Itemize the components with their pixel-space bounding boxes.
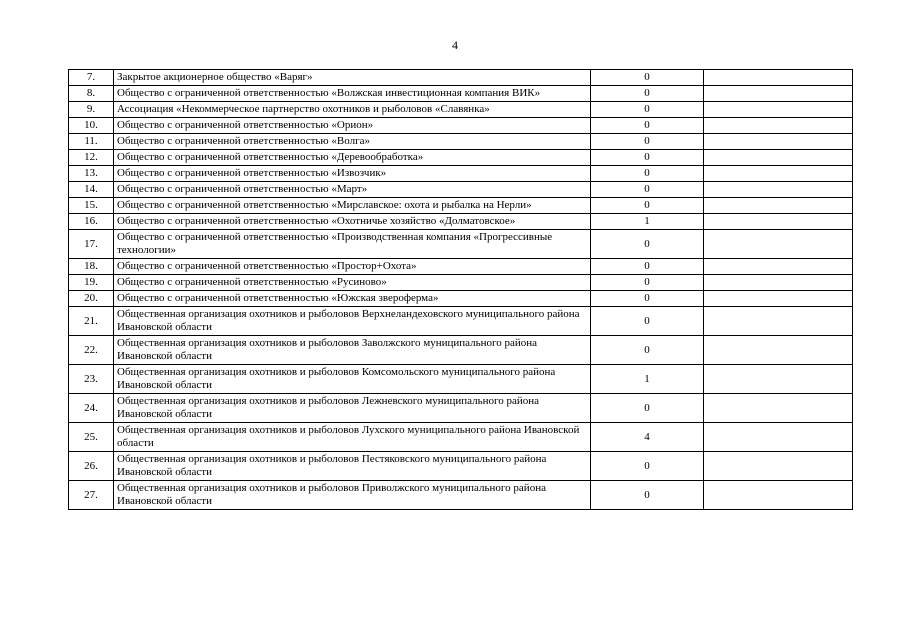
- row-value: 0: [591, 452, 704, 481]
- row-value: 0: [591, 86, 704, 102]
- row-number: 14.: [69, 182, 114, 198]
- row-number: 10.: [69, 118, 114, 134]
- row-value: 0: [591, 307, 704, 336]
- empty-cell: [704, 198, 853, 214]
- empty-cell: [704, 291, 853, 307]
- row-value: 0: [591, 166, 704, 182]
- row-value: 4: [591, 423, 704, 452]
- empty-cell: [704, 259, 853, 275]
- row-value: 0: [591, 259, 704, 275]
- empty-cell: [704, 166, 853, 182]
- table-row: [69, 307, 853, 336]
- organization-name: Общество с ограниченной ответственностью «Русиново»: [114, 275, 591, 291]
- empty-cell: [704, 365, 853, 394]
- organizations-table: [68, 69, 853, 510]
- row-number: 18.: [69, 259, 114, 275]
- table-row: [69, 198, 853, 214]
- organization-name: Общественная организация охотников и рыболовов Комсомольского муниципального района Ивановской области: [114, 365, 591, 394]
- organization-name: Общество с ограниченной ответственностью «Охотничье хозяйство «Долматовское»: [114, 214, 591, 230]
- empty-cell: [704, 481, 853, 510]
- row-value: 0: [591, 230, 704, 259]
- row-number: 12.: [69, 150, 114, 166]
- row-number: 27.: [69, 481, 114, 510]
- table-row: [69, 259, 853, 275]
- row-number: 26.: [69, 452, 114, 481]
- row-number: 22.: [69, 336, 114, 365]
- organization-name: Общество с ограниченной ответственностью «Извозчик»: [114, 166, 591, 182]
- table-row: [69, 275, 853, 291]
- row-value: 0: [591, 150, 704, 166]
- organization-name: Общество с ограниченной ответственностью «Мирславское: охота и рыбалка на Нерли»: [114, 198, 591, 214]
- table-row: [69, 166, 853, 182]
- empty-cell: [704, 86, 853, 102]
- row-value: 0: [591, 336, 704, 365]
- row-value: 1: [591, 214, 704, 230]
- table-row: [69, 86, 853, 102]
- organization-name: Общество с ограниченной ответственностью «Орион»: [114, 118, 591, 134]
- empty-cell: [704, 102, 853, 118]
- row-number: 16.: [69, 214, 114, 230]
- organization-name: Общественная организация охотников и рыболовов Заволжского муниципального района Ивановской области: [114, 336, 591, 365]
- empty-cell: [704, 150, 853, 166]
- empty-cell: [704, 70, 853, 86]
- row-number: 24.: [69, 394, 114, 423]
- organization-name: Общество с ограниченной ответственностью «Простор+Охота»: [114, 259, 591, 275]
- table-row: [69, 452, 853, 481]
- row-number: 11.: [69, 134, 114, 150]
- table-row: [69, 423, 853, 452]
- row-number: 17.: [69, 230, 114, 259]
- organization-name: Общество с ограниченной ответственностью «Волга»: [114, 134, 591, 150]
- table-row: [69, 336, 853, 365]
- organization-name: Общественная организация охотников и рыболовов Лежневского муниципального района Ивановской области: [114, 394, 591, 423]
- table-row: [69, 394, 853, 423]
- table-body: [69, 70, 853, 510]
- row-value: 0: [591, 134, 704, 150]
- table-row: [69, 182, 853, 198]
- table-row: [69, 291, 853, 307]
- row-number: 13.: [69, 166, 114, 182]
- organization-name: Общество с ограниченной ответственностью «Производственная компания «Прогрессивные технологии»: [114, 230, 591, 259]
- organization-name: Общественная организация охотников и рыболовов Верхнеландеховского муниципального района Ивановской области: [114, 307, 591, 336]
- organization-name: Общество с ограниченной ответственностью «Деревообработка»: [114, 150, 591, 166]
- empty-cell: [704, 336, 853, 365]
- row-number: 23.: [69, 365, 114, 394]
- organization-name: Общество с ограниченной ответственностью «Волжская инвестиционная компания ВИК»: [114, 86, 591, 102]
- page-number: 4: [452, 38, 458, 52]
- table-row: [69, 102, 853, 118]
- organization-name: Общество с ограниченной ответственностью «Южская звероферма»: [114, 291, 591, 307]
- row-value: 0: [591, 102, 704, 118]
- empty-cell: [704, 394, 853, 423]
- organization-name: Общественная организация охотников и рыболовов Пестяковского муниципального района Ивановской области: [114, 452, 591, 481]
- table-row: [69, 365, 853, 394]
- empty-cell: [704, 423, 853, 452]
- row-value: 0: [591, 275, 704, 291]
- table-row: [69, 150, 853, 166]
- row-value: 0: [591, 118, 704, 134]
- row-number: 9.: [69, 102, 114, 118]
- row-value: 0: [591, 182, 704, 198]
- organization-name: Общество с ограниченной ответственностью «Март»: [114, 182, 591, 198]
- row-number: 8.: [69, 86, 114, 102]
- table-row: [69, 230, 853, 259]
- empty-cell: [704, 452, 853, 481]
- table-row: [69, 118, 853, 134]
- row-number: 25.: [69, 423, 114, 452]
- organization-name: Ассоциация «Некоммерческое партнерство охотников и рыболовов «Славянка»: [114, 102, 591, 118]
- organization-name: Общественная организация охотников и рыболовов Лухского муниципального района Ивановской области: [114, 423, 591, 452]
- row-value: 0: [591, 481, 704, 510]
- empty-cell: [704, 118, 853, 134]
- row-value: 0: [591, 394, 704, 423]
- empty-cell: [704, 214, 853, 230]
- row-number: 7.: [69, 70, 114, 86]
- row-number: 20.: [69, 291, 114, 307]
- row-number: 19.: [69, 275, 114, 291]
- empty-cell: [704, 275, 853, 291]
- row-value: 0: [591, 198, 704, 214]
- empty-cell: [704, 307, 853, 336]
- empty-cell: [704, 230, 853, 259]
- table-row: [69, 134, 853, 150]
- organization-name: Общественная организация охотников и рыболовов Приволжского муниципального района Ивановской области: [114, 481, 591, 510]
- row-value: 0: [591, 70, 704, 86]
- empty-cell: [704, 182, 853, 198]
- table-row: [69, 481, 853, 510]
- row-value: 0: [591, 291, 704, 307]
- organization-name: Закрытое акционерное общество «Варяг»: [114, 70, 591, 86]
- table-row: [69, 214, 853, 230]
- row-number: 21.: [69, 307, 114, 336]
- row-number: 15.: [69, 198, 114, 214]
- empty-cell: [704, 134, 853, 150]
- table-row: [69, 70, 853, 86]
- row-value: 1: [591, 365, 704, 394]
